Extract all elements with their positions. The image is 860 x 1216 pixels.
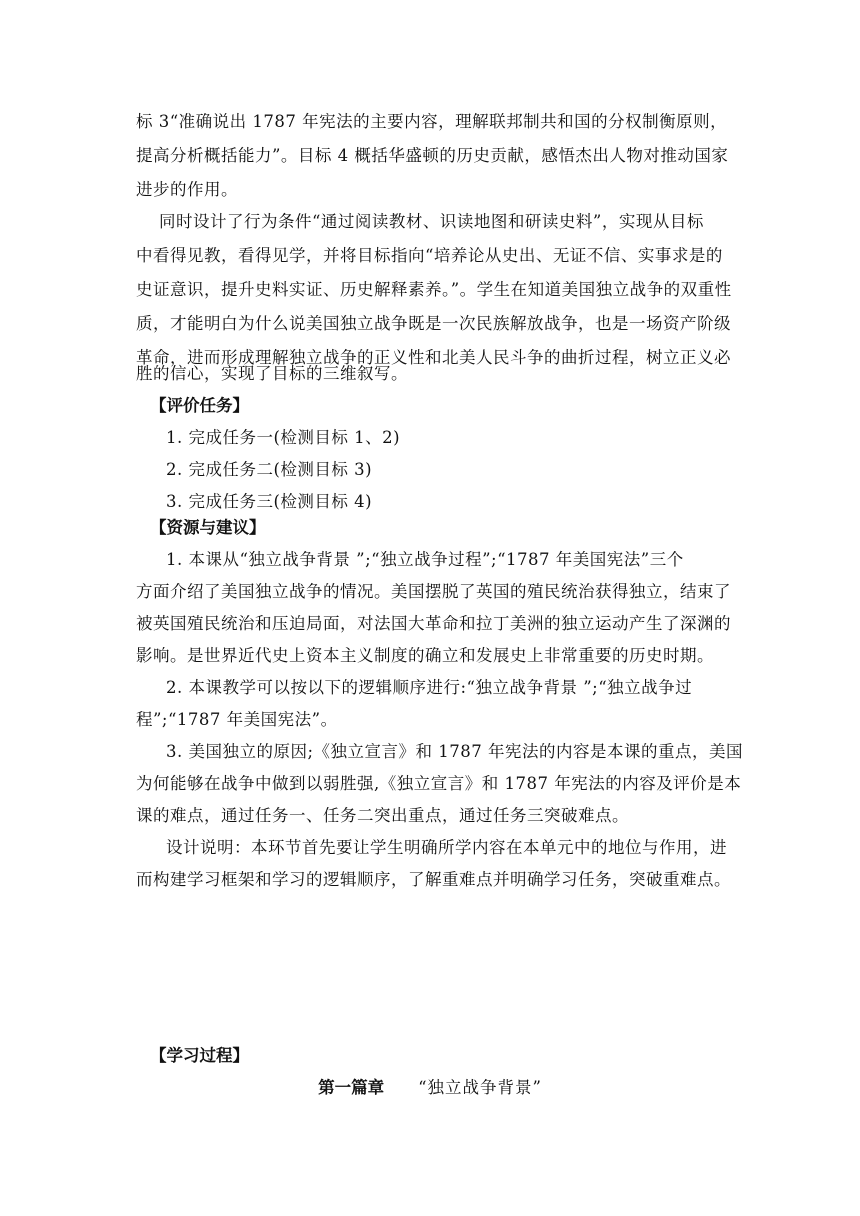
conditions-line-1: 同时设计了行为条件“通过阅读教材、识读地图和研读史料”，实现从目标	[136, 212, 704, 231]
conditions-line-6: 胜的信心，实现了目标的三维叙写。	[136, 364, 408, 383]
resources-item3-line-3: 课的难点，通过任务一、任务二突出重点，通过任务三突破难点。	[136, 806, 629, 825]
evaluation-item-3: 3. 完成任务三(检测目标 4)	[166, 492, 373, 511]
chapter-label: 第一篇章	[318, 1078, 385, 1097]
learning-process-heading: 【学习过程】	[150, 1046, 249, 1065]
evaluation-heading: 【评价任务】	[150, 396, 249, 415]
objectives-line-1: 标 3“准确说出 1787 年宪法的主要内容，理解联邦制共和国的分权制衡原则，	[136, 112, 728, 131]
resources-item3-line-2: 为何能够在战争中做到以弱胜强,《独立宣言》和 1787 年宪法的内容及评价是本	[136, 774, 742, 793]
resources-item2-line-2: 程”;“1787 年美国宪法”。	[136, 710, 338, 729]
resources-item1-line-1: 1. 本课从“独立战争背景 ”;“独立战争过程”;“1787 年美国宪法”三个	[166, 550, 684, 569]
conditions-line-2: 中看得见教，看得见学，并将目标指向“培养论从史出、无证不信、实事求是的	[136, 246, 723, 265]
resources-item3-line-1: 3. 美国独立的原因;《独立宣言》和 1787 年宪法的内容是本课的重点，美国	[166, 742, 744, 761]
evaluation-item-1: 1. 完成任务一(检测目标 1、2)	[166, 428, 401, 447]
resources-item1-line-2: 方面介绍了美国独立战争的情况。美国摆脱了英国的殖民统治获得独立，结束了	[136, 582, 731, 601]
design-note-line-1: 设计说明：本环节首先要让学生明确所学内容在本单元中的地位与作用，进	[166, 838, 727, 857]
resources-item1-line-4: 影响。是世界近代史上资本主义制度的确立和发展史上非常重要的历史时期。	[136, 646, 714, 665]
evaluation-item-2: 2. 完成任务二(检测目标 3)	[166, 460, 373, 479]
objectives-line-2: 提高分析概括能力”。目标 4 概括华盛顿的历史贡献，感悟杰出人物对推动国家	[136, 146, 729, 165]
design-note-line-2: 而构建学习框架和学习的逻辑顺序，了解重难点并明确学习任务，突破重难点。	[136, 870, 731, 889]
resources-item2-line-1: 2. 本课教学可以按以下的逻辑顺序进行:“独立战争背景 ”;“独立战争过	[166, 678, 693, 697]
objectives-line-3: 进步的作用。	[136, 180, 238, 199]
chapter-title: “独立战争背景”	[418, 1078, 542, 1097]
resources-item1-line-3: 被英国殖民统治和压迫局面，对法国大革命和拉丁美洲的独立运动产生了深渊的	[136, 614, 731, 633]
resources-heading: 【资源与建议】	[150, 518, 266, 537]
conditions-line-5: 革命，进而形成理解独立战争的正义性和北美人民斗争的曲折过程，树立正义必	[136, 348, 731, 367]
conditions-line-3: 史证意识，提升史料实证、历史解释素养。”。学生在知道美国独立战争的双重性	[136, 280, 732, 299]
chapter-heading	[0, 1078, 860, 1098]
conditions-line-4: 质，才能明白为什么说美国独立战争既是一次民族解放战争，也是一场资产阶级	[136, 314, 731, 333]
